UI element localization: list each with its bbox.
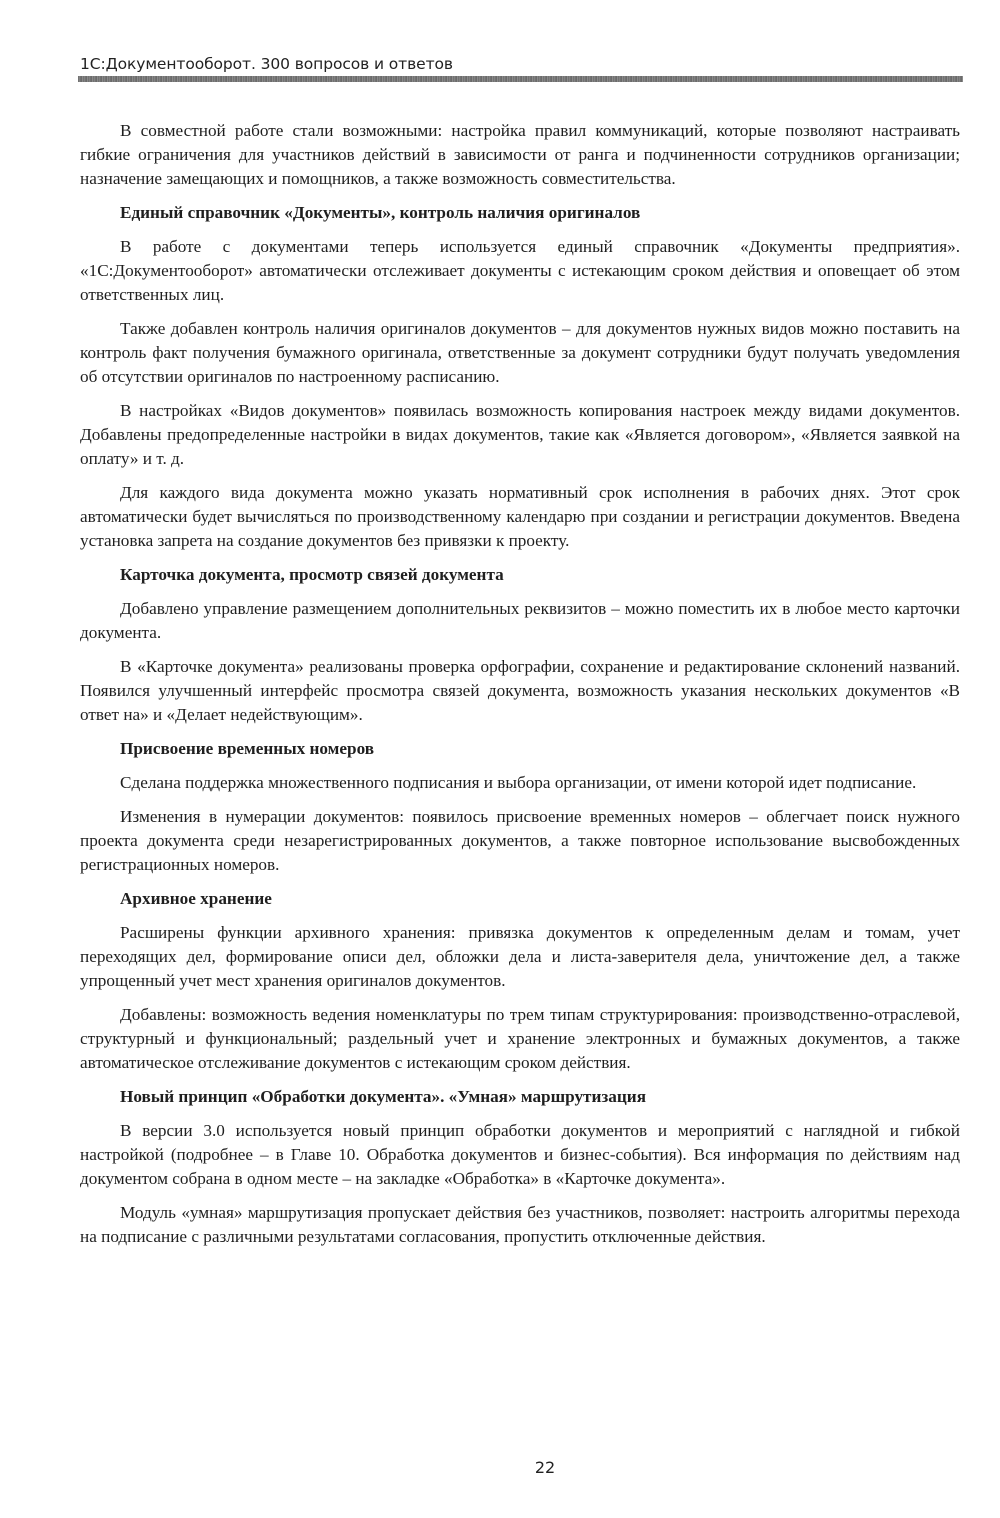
section-heading: Единый справочник «Документы», контроль наличия оригиналов (120, 203, 641, 222)
running-header: 1С:Документооборот. 300 вопросов и ответов (80, 55, 453, 73)
paragraph: Для каждого вида документа можно указать нормативный срок исполнения в рабочих днях. Этот срок автоматически будет вычисляться по производственному календарю при создании и регистрации документов. Введена установка запрета на создание документов без привязки к проекту. (80, 483, 960, 550)
section-heading: Карточка документа, просмотр связей документа (120, 565, 504, 584)
paragraph: В версии 3.0 используется новый принцип обработки документов и мероприятий с наглядной и гибкой настройкой (подробнее – в Главе 10. Обработка документов и бизнес-события). Вся информация по действиям над документом собрана в одном месте – на закладке «Обработка» в «Карточке документа». (80, 1121, 960, 1188)
paragraph: В работе с документами теперь используется единый справочник «Документы предприятия». «1С:Документооборот» автоматически отслеживает документы с истекающим сроком действия и оповещает об этом ответственных лиц. (80, 237, 960, 304)
paragraph: Сделана поддержка множественного подписания и выбора организации, от имени которой идет подписание. (120, 773, 917, 792)
section-heading: Присвоение временных номеров (120, 739, 375, 758)
section-heading: Новый принцип «Обработки документа». «Умная» маршрутизация (120, 1087, 647, 1106)
paragraph: Расширены функции архивного хранения: привязка документов к определенным делам и томам, учет переходящих дел, формирование описи дел, обложки дела и листа-заверителя дела, уничтожение дел, а также упрощенный учет мест хранения оригиналов документов. (80, 923, 960, 990)
page-number: 22 (534, 1458, 556, 1477)
paragraph: В совместной работе стали возможными: настройка правил коммуникаций, которые позволяют настраивать гибкие ограничения для участников действий в зависимости от ранга и подчиненности сотрудников организации; назначение замещающих и помощников, а также возможность совместительства. (80, 121, 960, 188)
paragraph: Добавлены: возможность ведения номенклатуры по трем типам структурирования: производственно-отраслевой, структурный и функциональный; раздельный учет и хранение электронных и бумажных документов, а также автоматическое отслеживание документов с истекающим сроком действия. (80, 1005, 960, 1072)
paragraph: В настройках «Видов документов» появилась возможность копирования настроек между видами документов. Добавлены предопределенные настройки в видах документов, такие как «Является договором», «Является заявкой на оплату» и т. д. (80, 401, 960, 468)
section-heading: Архивное хранение (120, 889, 272, 908)
paragraph: Модуль «умная» маршрутизация пропускает действия без участников, позволяет: настроить алгоритмы перехода на подписание с различными результатами согласования, пропустить отключенные действия. (80, 1203, 960, 1246)
header-rule (78, 76, 963, 82)
paragraph: Добавлено управление размещением дополнительных реквизитов – можно поместить их в любое место карточки документа. (80, 599, 960, 642)
paragraph: Изменения в нумерации документов: появилось присвоение временных номеров – облегчает поиск нужного проекта документа среди незарегистрированных документов, а также повторное использование высвобожденных регистрационных номеров. (80, 807, 960, 874)
paragraph: Также добавлен контроль наличия оригиналов документов – для документов нужных видов можно поставить на контроль факт получения бумажного оригинала, ответственные за документ сотрудники будут получать уведомления об отсутствии оригиналов по настроенному расписанию. (80, 319, 960, 386)
page-content (80, 119, 960, 1259)
paragraph: В «Карточке документа» реализованы проверка орфографии, сохранение и редактирование склонений названий. Появился улучшенный интерфейс просмотра связей документа, возможность указания нескольких документов «В ответ на» и «Делает недействующим». (80, 657, 960, 724)
